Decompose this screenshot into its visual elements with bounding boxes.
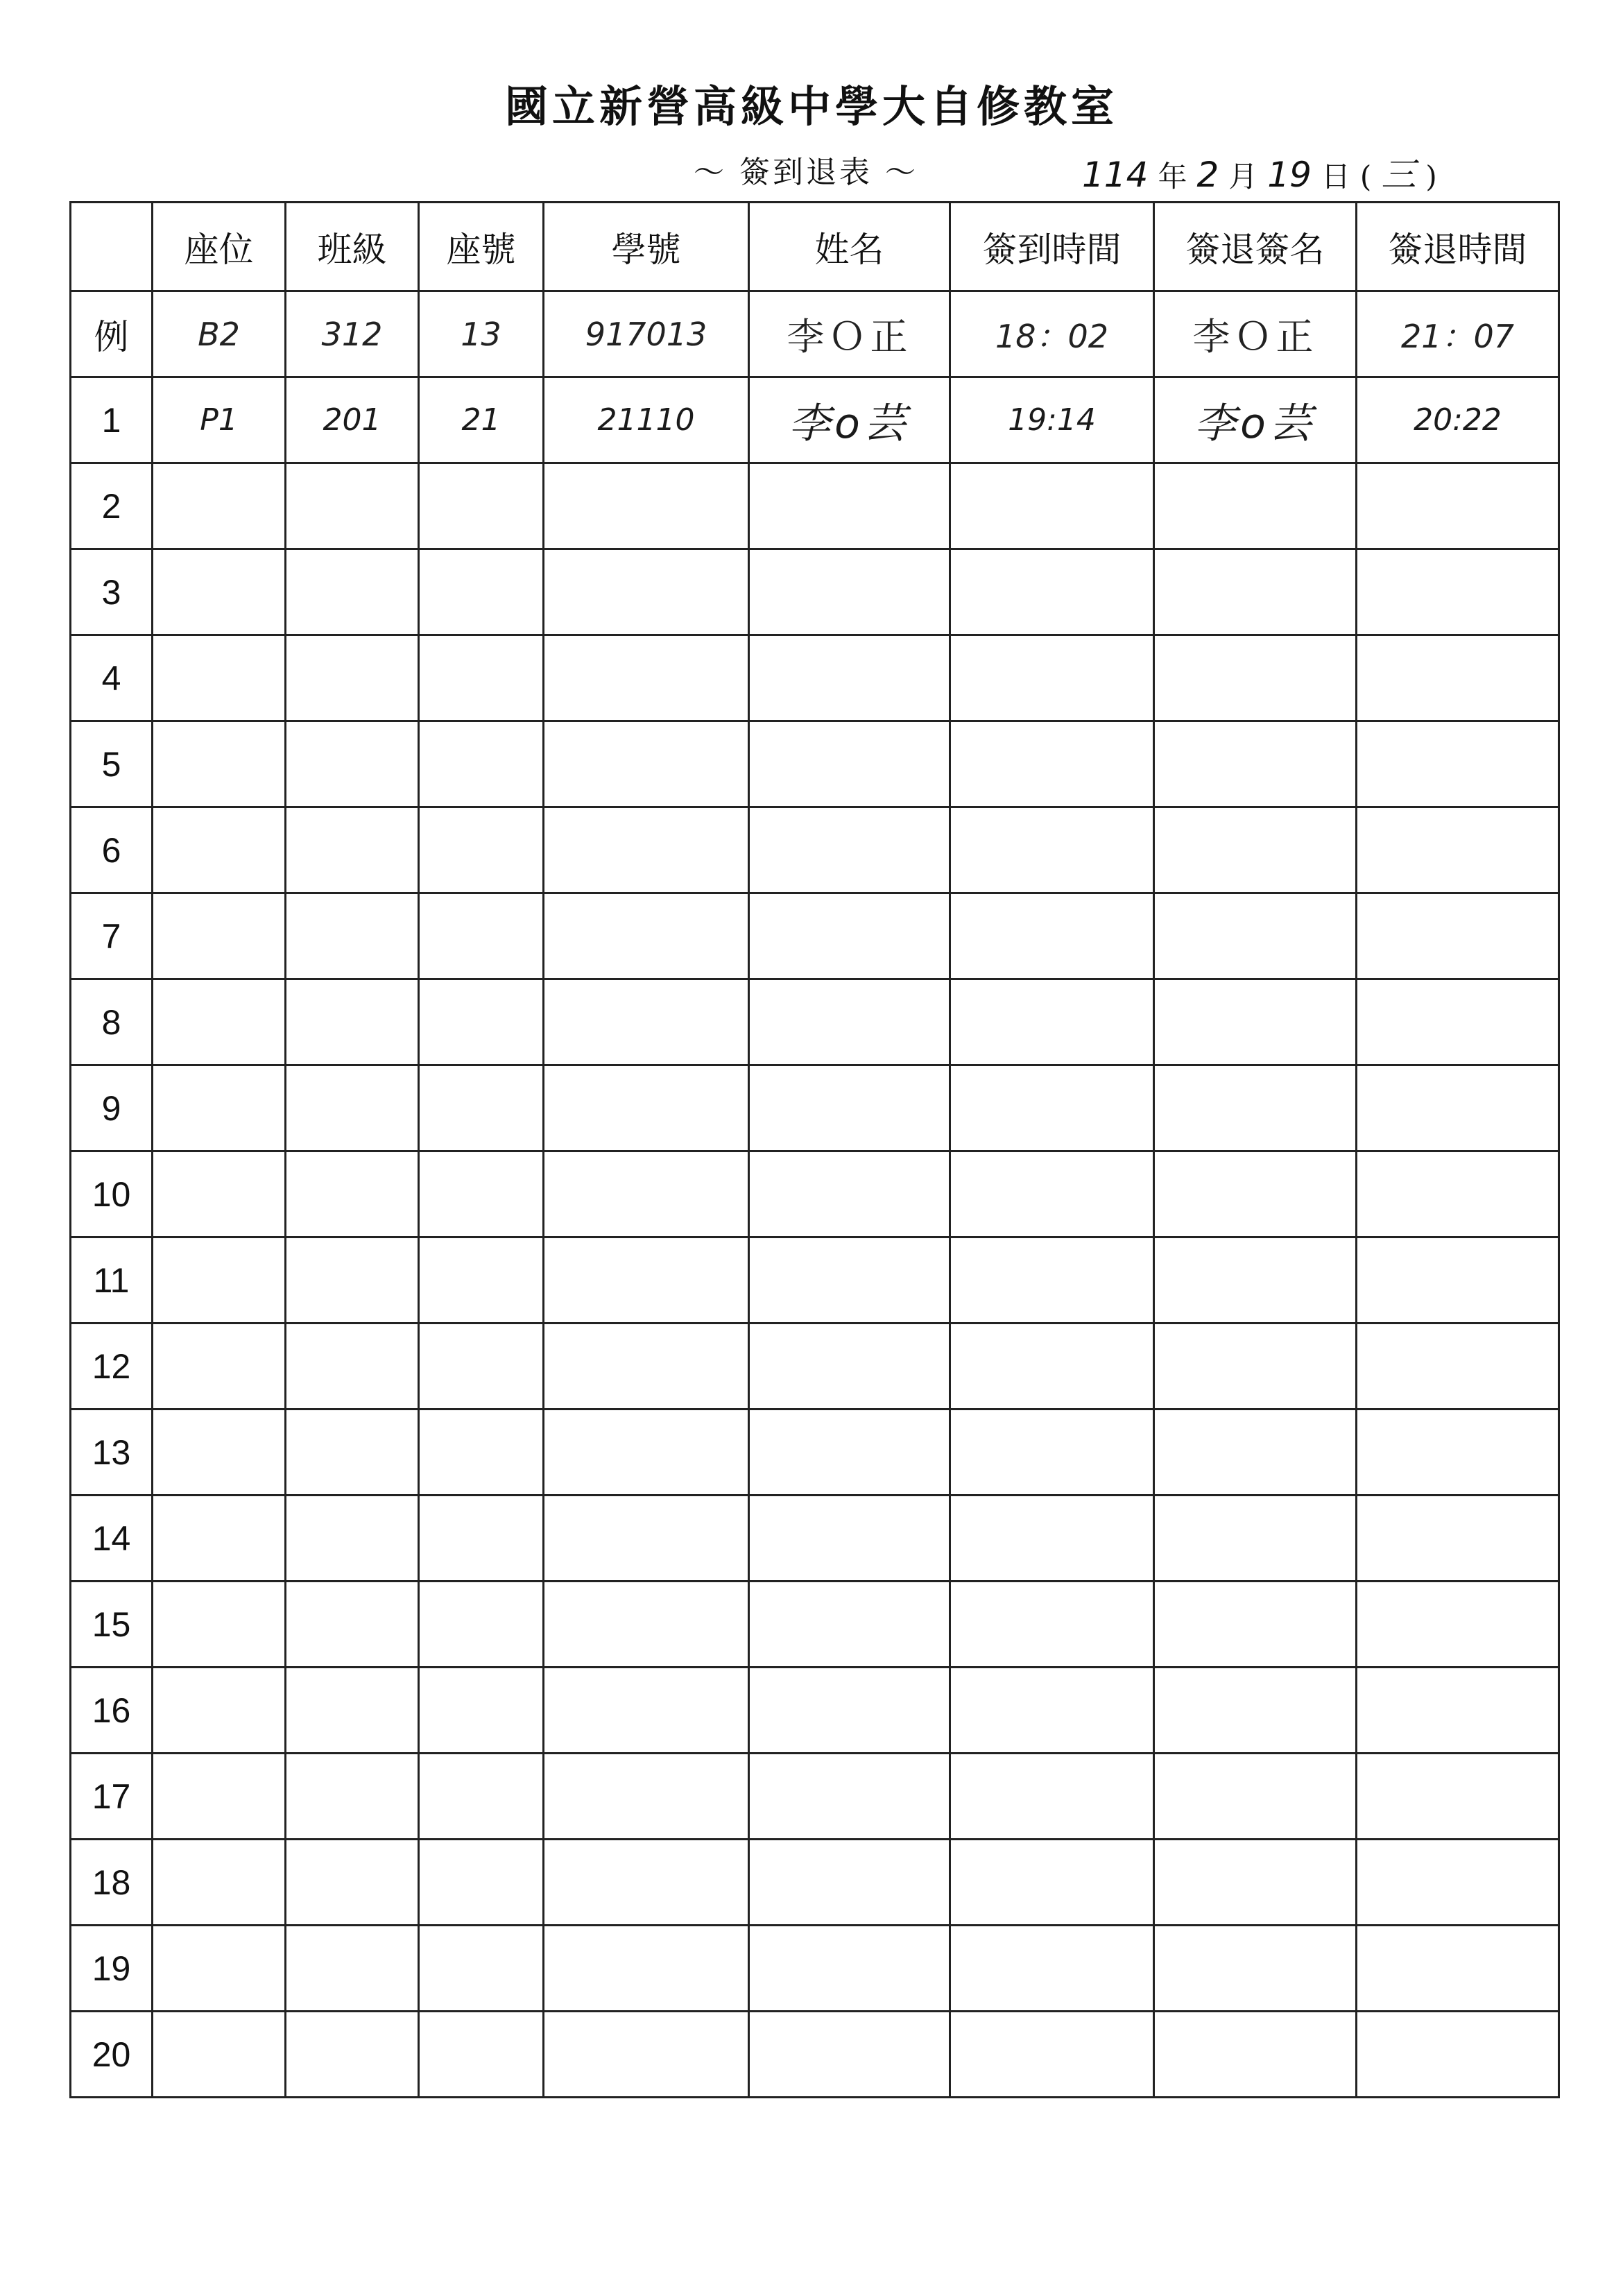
row-number: 17 <box>71 1754 153 1840</box>
cell-sign-out-name[interactable] <box>1154 1323 1357 1410</box>
row-number: 9 <box>71 1065 153 1151</box>
cell-name[interactable]: 李o芸 <box>749 377 950 463</box>
cell-student-id[interactable] <box>544 1323 749 1410</box>
cell-number[interactable] <box>419 1410 544 1496</box>
cell-sign-in[interactable] <box>950 1410 1154 1496</box>
cell-sign-in[interactable] <box>950 1065 1154 1151</box>
row-number: 18 <box>71 1840 153 1926</box>
cell-sign-in[interactable] <box>950 1668 1154 1754</box>
col-header-seat: 座位 <box>153 203 286 291</box>
cell-number[interactable] <box>419 893 544 979</box>
cell-seat[interactable]: P1 <box>153 377 286 463</box>
cell-sign-out[interactable] <box>1357 1840 1559 1926</box>
cell-name[interactable] <box>749 1926 950 2012</box>
cell-sign-in[interactable] <box>950 807 1154 893</box>
cell-sign-out-name[interactable] <box>1154 1668 1357 1754</box>
cell-class[interactable] <box>286 721 419 807</box>
cell-sign-out[interactable] <box>1357 1237 1559 1323</box>
cell-student-id[interactable] <box>544 1151 749 1237</box>
cell-name[interactable] <box>749 1323 950 1410</box>
cell-class[interactable] <box>286 635 419 721</box>
cell-student-id[interactable] <box>544 1410 749 1496</box>
row-number: 20 <box>71 2012 153 2098</box>
table-row <box>71 721 1559 807</box>
example-number: 13 <box>419 291 544 377</box>
example-row <box>71 291 1559 377</box>
date-weekday-open: ( <box>1359 160 1372 194</box>
cell-number[interactable] <box>419 1840 544 1926</box>
cell-name[interactable] <box>749 1496 950 1582</box>
cell-student-id[interactable] <box>544 1582 749 1668</box>
cell-number[interactable] <box>419 1926 544 2012</box>
row-number: 3 <box>71 549 153 635</box>
cell-class[interactable] <box>286 979 419 1065</box>
cell-sign-out[interactable] <box>1357 1926 1559 2012</box>
cell-student-id[interactable] <box>544 1668 749 1754</box>
cell-sign-out[interactable] <box>1357 1065 1559 1151</box>
cell-student-id[interactable] <box>544 1754 749 1840</box>
row-number: 10 <box>71 1151 153 1237</box>
cell-sign-out-name[interactable] <box>1154 893 1357 979</box>
cell-student-id[interactable] <box>544 1065 749 1151</box>
row-number: 12 <box>71 1323 153 1410</box>
cell-number[interactable] <box>419 1668 544 1754</box>
cell-student-id[interactable] <box>544 1840 749 1926</box>
cell-name[interactable] <box>749 635 950 721</box>
cell-sign-out[interactable] <box>1357 1754 1559 1840</box>
cell-seat[interactable] <box>153 1668 286 1754</box>
cell-seat[interactable] <box>153 549 286 635</box>
cell-class[interactable] <box>286 1668 419 1754</box>
cell-class[interactable] <box>286 1926 419 2012</box>
table-row <box>71 1926 1559 2012</box>
table-row <box>71 1668 1559 1754</box>
cell-number[interactable]: 21 <box>419 377 544 463</box>
table-row <box>71 1323 1559 1410</box>
table-row <box>71 1237 1559 1323</box>
cell-seat[interactable] <box>153 1926 286 2012</box>
cell-name[interactable] <box>749 549 950 635</box>
cell-student-id[interactable] <box>544 1496 749 1582</box>
table-row <box>71 2012 1559 2098</box>
cell-number[interactable] <box>419 1582 544 1668</box>
cell-sign-in[interactable] <box>950 1323 1154 1410</box>
date-month-suffix: 月 <box>1228 160 1258 194</box>
col-header <box>71 203 153 291</box>
cell-class[interactable] <box>286 1237 419 1323</box>
date-weekday: 三 <box>1381 155 1416 195</box>
cell-sign-in[interactable] <box>950 1496 1154 1582</box>
date-month: 2 <box>1196 155 1219 195</box>
cell-name[interactable] <box>749 1237 950 1323</box>
date-day: 19 <box>1267 155 1312 195</box>
cell-sign-in[interactable] <box>950 1754 1154 1840</box>
cell-sign-out[interactable] <box>1357 1410 1559 1496</box>
row-number: 19 <box>71 1926 153 2012</box>
row-number: 8 <box>71 979 153 1065</box>
cell-number[interactable] <box>419 1754 544 1840</box>
row-number: 2 <box>71 463 153 549</box>
example-class: 312 <box>286 291 419 377</box>
sign-in-table <box>69 201 1560 2098</box>
col-header-sign-out: 簽退時間 <box>1357 203 1559 291</box>
cell-name[interactable] <box>749 2012 950 2098</box>
cell-sign-in[interactable] <box>950 1840 1154 1926</box>
table-row <box>71 1065 1559 1151</box>
cell-number[interactable] <box>419 635 544 721</box>
cell-name[interactable] <box>749 893 950 979</box>
col-header-class: 班級 <box>286 203 419 291</box>
example-student-id: 917013 <box>544 291 749 377</box>
cell-seat[interactable] <box>153 463 286 549</box>
cell-sign-in[interactable] <box>950 463 1154 549</box>
cell-sign-in[interactable] <box>950 979 1154 1065</box>
cell-sign-out[interactable] <box>1357 721 1559 807</box>
cell-class[interactable] <box>286 893 419 979</box>
cell-sign-out[interactable] <box>1357 893 1559 979</box>
col-header-student-id: 學號 <box>544 203 749 291</box>
table-row <box>71 1410 1559 1496</box>
cell-sign-out[interactable] <box>1357 1323 1559 1410</box>
example-sign-out-name: 李Ｏ正 <box>1154 291 1357 377</box>
cell-sign-out[interactable] <box>1357 1668 1559 1754</box>
date-weekday-close: ) <box>1425 160 1437 194</box>
table-row <box>71 1496 1559 1582</box>
cell-sign-in[interactable] <box>950 2012 1154 2098</box>
cell-seat[interactable] <box>153 2012 286 2098</box>
cell-class[interactable] <box>286 1410 419 1496</box>
cell-seat[interactable] <box>153 1237 286 1323</box>
date-year-suffix: 年 <box>1158 160 1187 194</box>
cell-name[interactable] <box>749 1582 950 1668</box>
cell-seat[interactable] <box>153 1840 286 1926</box>
example-sign-in: 18：02 <box>950 291 1154 377</box>
cell-name[interactable] <box>749 1668 950 1754</box>
cell-class[interactable]: 201 <box>286 377 419 463</box>
cell-sign-out-name[interactable] <box>1154 1410 1357 1496</box>
cell-sign-out-name[interactable] <box>1154 1926 1357 2012</box>
table-row <box>71 893 1559 979</box>
cell-seat[interactable] <box>153 1065 286 1151</box>
table-row <box>71 807 1559 893</box>
date-year: 114 <box>1082 155 1149 195</box>
table-row <box>71 463 1559 549</box>
cell-student-id[interactable] <box>544 1237 749 1323</box>
cell-sign-out[interactable]: 20:22 <box>1357 377 1559 463</box>
cell-student-id[interactable] <box>544 979 749 1065</box>
cell-sign-in[interactable] <box>950 1237 1154 1323</box>
cell-seat[interactable] <box>153 1410 286 1496</box>
cell-number[interactable] <box>419 1496 544 1582</box>
cell-sign-out-name[interactable] <box>1154 549 1357 635</box>
cell-sign-out-name[interactable] <box>1154 1065 1357 1151</box>
header-row <box>71 203 1559 291</box>
cell-sign-out-name[interactable] <box>1154 1496 1357 1582</box>
cell-student-id[interactable] <box>544 635 749 721</box>
cell-sign-out-name[interactable] <box>1154 807 1357 893</box>
cell-sign-out-name[interactable] <box>1154 721 1357 807</box>
cell-seat[interactable] <box>153 1582 286 1668</box>
table-row <box>71 1754 1559 1840</box>
cell-number[interactable] <box>419 721 544 807</box>
cell-sign-in[interactable] <box>950 1926 1154 2012</box>
cell-name[interactable] <box>749 1151 950 1237</box>
cell-class[interactable] <box>286 2012 419 2098</box>
cell-sign-in[interactable]: 19:14 <box>950 377 1154 463</box>
cell-sign-out-name[interactable] <box>1154 635 1357 721</box>
cell-sign-out[interactable] <box>1357 1496 1559 1582</box>
cell-class[interactable] <box>286 1496 419 1582</box>
cell-number[interactable] <box>419 1323 544 1410</box>
cell-sign-in[interactable] <box>950 1582 1154 1668</box>
table-row <box>71 377 1559 463</box>
cell-number[interactable] <box>419 1065 544 1151</box>
cell-seat[interactable] <box>153 1323 286 1410</box>
cell-name[interactable] <box>749 807 950 893</box>
cell-class[interactable] <box>286 1582 419 1668</box>
subtitle: ～ 簽到退表 ～ <box>694 155 918 190</box>
page-title: 國立新營高級中學大自修教室 <box>504 81 1118 132</box>
row-number: 6 <box>71 807 153 893</box>
example-seat: B2 <box>153 291 286 377</box>
cell-class[interactable] <box>286 549 419 635</box>
cell-sign-out-name[interactable] <box>1154 979 1357 1065</box>
cell-student-id[interactable] <box>544 893 749 979</box>
cell-sign-out-name[interactable] <box>1154 1754 1357 1840</box>
row-number: 5 <box>71 721 153 807</box>
cell-number[interactable] <box>419 1237 544 1323</box>
cell-class[interactable] <box>286 1151 419 1237</box>
cell-sign-out-name[interactable] <box>1154 1237 1357 1323</box>
cell-number[interactable] <box>419 807 544 893</box>
row-number: 1 <box>71 377 153 463</box>
col-header-sign-in: 簽到時間 <box>950 203 1154 291</box>
row-number: 14 <box>71 1496 153 1582</box>
cell-number[interactable] <box>419 2012 544 2098</box>
cell-sign-out-name[interactable] <box>1154 1582 1357 1668</box>
cell-class[interactable] <box>286 1754 419 1840</box>
cell-seat[interactable] <box>153 1496 286 1582</box>
cell-class[interactable] <box>286 1323 419 1410</box>
cell-number[interactable] <box>419 1151 544 1237</box>
cell-student-id[interactable] <box>544 2012 749 2098</box>
cell-sign-out[interactable] <box>1357 807 1559 893</box>
cell-number[interactable] <box>419 549 544 635</box>
cell-sign-out[interactable] <box>1357 549 1559 635</box>
cell-seat[interactable] <box>153 979 286 1065</box>
example-sign-out: 21：07 <box>1357 291 1559 377</box>
cell-sign-out-name[interactable] <box>1154 2012 1357 2098</box>
cell-sign-out-name[interactable] <box>1154 463 1357 549</box>
example-label: 例 <box>71 291 153 377</box>
table-row <box>71 979 1559 1065</box>
cell-student-id[interactable] <box>544 807 749 893</box>
cell-name[interactable] <box>749 979 950 1065</box>
example-name: 李Ｏ正 <box>749 291 950 377</box>
cell-seat[interactable] <box>153 1754 286 1840</box>
row-number: 4 <box>71 635 153 721</box>
date-line <box>1082 147 1437 197</box>
cell-sign-in[interactable] <box>950 721 1154 807</box>
table-row <box>71 1582 1559 1668</box>
cell-sign-out[interactable] <box>1357 979 1559 1065</box>
row-number: 15 <box>71 1582 153 1668</box>
cell-name[interactable] <box>749 1754 950 1840</box>
cell-sign-out-name[interactable] <box>1154 1840 1357 1926</box>
cell-number[interactable] <box>419 979 544 1065</box>
cell-class[interactable] <box>286 463 419 549</box>
cell-seat[interactable] <box>153 893 286 979</box>
cell-class[interactable] <box>286 1065 419 1151</box>
cell-name[interactable] <box>749 1840 950 1926</box>
cell-student-id[interactable] <box>544 549 749 635</box>
date-day-suffix: 日 <box>1321 160 1350 194</box>
cell-sign-out[interactable] <box>1357 635 1559 721</box>
cell-sign-out-name[interactable]: 李o芸 <box>1154 377 1357 463</box>
cell-sign-out[interactable] <box>1357 2012 1559 2098</box>
col-header-sign-out-name: 簽退簽名 <box>1154 203 1357 291</box>
cell-class[interactable] <box>286 1840 419 1926</box>
row-number: 16 <box>71 1668 153 1754</box>
cell-student-id[interactable] <box>544 721 749 807</box>
cell-sign-out[interactable] <box>1357 1582 1559 1668</box>
cell-student-id[interactable]: 21110 <box>544 377 749 463</box>
cell-sign-in[interactable] <box>950 549 1154 635</box>
col-header-number: 座號 <box>419 203 544 291</box>
table-row <box>71 635 1559 721</box>
cell-sign-out-name[interactable] <box>1154 1151 1357 1237</box>
table-row <box>71 1840 1559 1926</box>
cell-seat[interactable] <box>153 635 286 721</box>
row-number: 11 <box>71 1237 153 1323</box>
table-row <box>71 549 1559 635</box>
cell-sign-out[interactable] <box>1357 1151 1559 1237</box>
cell-number[interactable] <box>419 463 544 549</box>
cell-seat[interactable] <box>153 807 286 893</box>
cell-class[interactable] <box>286 807 419 893</box>
cell-seat[interactable] <box>153 721 286 807</box>
cell-name[interactable] <box>749 721 950 807</box>
col-header-name: 姓名 <box>749 203 950 291</box>
cell-sign-in[interactable] <box>950 635 1154 721</box>
row-number: 13 <box>71 1410 153 1496</box>
cell-name[interactable] <box>749 1065 950 1151</box>
cell-sign-in[interactable] <box>950 893 1154 979</box>
cell-student-id[interactable] <box>544 463 749 549</box>
cell-name[interactable] <box>749 1410 950 1496</box>
cell-sign-out[interactable] <box>1357 463 1559 549</box>
row-number: 7 <box>71 893 153 979</box>
cell-seat[interactable] <box>153 1151 286 1237</box>
cell-student-id[interactable] <box>544 1926 749 2012</box>
cell-sign-in[interactable] <box>950 1151 1154 1237</box>
table-row <box>71 1151 1559 1237</box>
cell-name[interactable] <box>749 463 950 549</box>
